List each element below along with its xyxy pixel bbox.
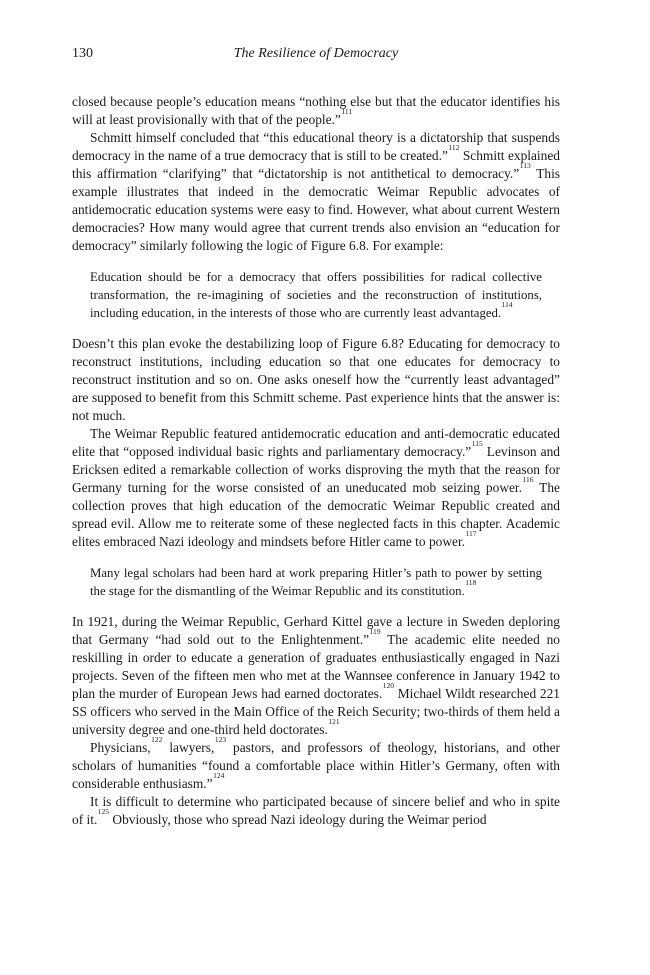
footnote-ref: 121 bbox=[328, 716, 340, 726]
text-run: Physicians, bbox=[90, 740, 151, 755]
paragraph bbox=[72, 734, 560, 793]
body-text bbox=[72, 93, 560, 829]
footnote-ref: 112 bbox=[448, 142, 460, 152]
footnote-ref: 122 bbox=[151, 734, 163, 744]
text-run: Schmitt himself concluded that “this educational theory is a dictatorship that suspends democracy in the name of a true democracy that is still to be created.” bbox=[72, 130, 560, 163]
footnote-ref: 113 bbox=[519, 160, 531, 170]
page-header bbox=[72, 46, 560, 66]
footnote-ref: 114 bbox=[501, 299, 513, 309]
block-quote bbox=[90, 268, 542, 322]
footnote-ref: 119 bbox=[369, 626, 381, 636]
text-run: pastors, and professors of theology, historians, and other scholars of humanities “found a comfortable place within Hitler’s Germany, often with considerable enthusiasm.” bbox=[72, 740, 560, 791]
paragraph bbox=[72, 335, 560, 425]
footnote-ref: 116 bbox=[522, 474, 534, 484]
text-run: Many legal scholars had been hard at work preparing Hitler’s path to power by setting the stage for the dismantling of the Weimar Republic and its constitution. bbox=[90, 566, 542, 598]
page-number: 130 bbox=[72, 46, 93, 61]
paragraph bbox=[72, 793, 560, 829]
text-run: The collection proves that high education of the democratic Weimar Republic created and spread evil. Allow me to reiterate some of these neglected facts in this chapter. Academic elites embraced Nazi ideology and mindsets before Hitler came to power. bbox=[72, 480, 560, 549]
paragraph bbox=[72, 613, 560, 739]
paragraph bbox=[72, 425, 560, 551]
footnote-ref: 124 bbox=[213, 770, 225, 780]
block-quote bbox=[90, 564, 542, 600]
text-run: The academic elite needed no reskilling in order to educate a generation of graduates enthusiastically engaged in Nazi projects. Seven of the fifteen men who met at the Wannsee conference in January 1942 to plan the murder of European Jews had earned doctorates. bbox=[72, 632, 561, 701]
text-run: Obviously, those who spread Nazi ideology during the Weimar period bbox=[109, 812, 487, 827]
text-run: This example illustrates that indeed in the democratic Weimar Republic advocates of antidemocratic education systems were easy to find. However, what about current Western democracies? How many would agree that current trends also envision an “education for democracy” similarly following the logic of Figure 6.8. For example: bbox=[72, 166, 560, 253]
footnote-ref: 123 bbox=[214, 734, 227, 744]
paragraph bbox=[72, 129, 560, 255]
text-run: It is difficult to determine who participated because of sincere belief and who in spite of it. bbox=[72, 794, 560, 827]
running-title: The Resilience of Democracy bbox=[233, 46, 399, 61]
text-run: Education should be for a democracy that offers possibilities for radical collective transformation, the re-imagining of societies and the reconstruction of institutions, including education, in the interests of those who are currently least advantaged. bbox=[90, 270, 542, 320]
text-run: In 1921, during the Weimar Republic, Gerhard Kittel gave a lecture in Sweden deploring that Germany “had sold out to the Enlightenment.” bbox=[72, 614, 560, 647]
text-run: Michael Wildt researched 221 SS officers who served in the Main Office of the Reich Security; two-thirds of them held a university degree and one-third held doctorates. bbox=[72, 686, 561, 737]
text-run: closed because people’s education means “nothing else but that the educator identifies his will at least provisionally with that of the people.” bbox=[72, 94, 560, 127]
footnote-ref: 115 bbox=[471, 438, 483, 448]
footnote-ref: 118 bbox=[465, 577, 477, 587]
text-run: Doesn’t this plan evoke the destabilizing loop of Figure 6.8? Educating for democracy to reconstruct institutions, including education so that one educates for democracy to reconstruct institution and so on. One asks oneself how the “currently least advantaged” are supposed to benefit from this Schmitt scheme. Past experience hints that the answer is: not much. bbox=[72, 336, 560, 423]
paragraph bbox=[72, 93, 560, 129]
text-run: lawyers, bbox=[162, 740, 215, 755]
footnote-ref: 120 bbox=[382, 680, 394, 690]
text-run: Schmitt explained this affirmation “clarifying” that “dictatorship is not antithetical to democracy.” bbox=[72, 148, 560, 181]
text-run: The Weimar Republic featured antidemocratic education and anti-democratic educated elite that “opposed individual basic rights and parliamentary democracy.” bbox=[72, 426, 560, 459]
text-run: Levinson and Ericksen edited a remarkable collection of works disproving the myth that the reason for Germany turning for the worse consisted of an uneducated mob seizing power. bbox=[72, 444, 560, 495]
footnote-ref: 125 bbox=[97, 806, 110, 816]
footnote-ref: 111 bbox=[341, 106, 353, 116]
footnote-ref: 117 bbox=[465, 528, 477, 538]
